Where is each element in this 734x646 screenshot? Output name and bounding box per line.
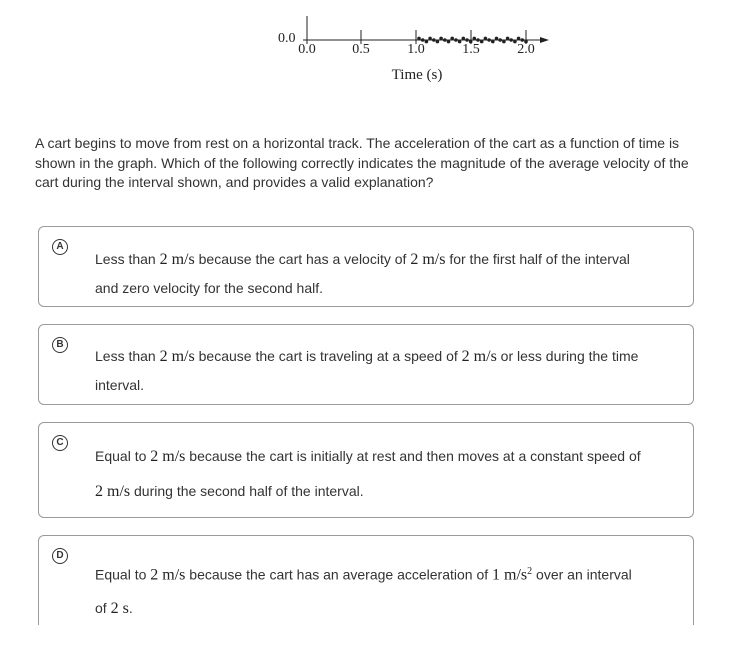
choice-b[interactable] xyxy=(38,324,694,405)
text-segment: because the cart has an average acceleration of xyxy=(185,566,493,583)
data-point xyxy=(513,40,517,44)
y-tick-label: 0.0 xyxy=(278,31,296,46)
data-point xyxy=(450,37,454,41)
math-value: 2 m/s xyxy=(159,348,195,365)
choice-d[interactable] xyxy=(38,535,694,625)
data-point xyxy=(517,37,521,41)
x-axis-title: Time (s) xyxy=(391,67,443,83)
choice-letter: B xyxy=(52,337,68,353)
x-tick-label: 2.0 xyxy=(517,42,535,57)
text-segment: during the second half of the interval. xyxy=(130,483,364,499)
data-point xyxy=(498,38,502,42)
text-segment: Less than xyxy=(95,348,160,364)
data-point xyxy=(417,37,421,41)
data-point xyxy=(432,38,436,42)
math-value: 2 m/s xyxy=(95,483,131,500)
text-segment: and zero velocity for the second half. xyxy=(95,280,324,296)
data-point xyxy=(473,37,477,41)
data-point xyxy=(462,37,466,41)
data-point xyxy=(436,40,440,44)
choice-text xyxy=(95,245,657,302)
data-point xyxy=(502,40,506,44)
x-tick-label: 0.0 xyxy=(298,42,316,57)
math-value: 2 m/s xyxy=(410,251,446,268)
choice-a[interactable] xyxy=(38,226,694,307)
data-point xyxy=(491,40,495,44)
acceleration-graph xyxy=(270,10,570,90)
text-segment: over an interval xyxy=(532,566,632,583)
choice-text xyxy=(95,342,657,399)
data-point xyxy=(443,38,447,42)
data-point xyxy=(495,37,499,41)
math-value: 1 m/s xyxy=(492,566,528,584)
math-value: 2 m/s xyxy=(159,251,195,268)
math-value: 2 s xyxy=(110,599,129,617)
text-segment: interval. xyxy=(95,377,145,393)
data-point xyxy=(428,37,432,41)
data-point xyxy=(487,38,491,42)
choice-text xyxy=(95,555,657,625)
text-segment: Equal to xyxy=(95,448,151,464)
text-segment: because the cart is traveling at a speed of xyxy=(194,348,462,364)
question-text: A cart begins to move from rest on a horizontal track. The acceleration of the cart as a function of time is shown in the graph. Which of the following correctly indicates the magnitude of the average velocity of the cart during the interval shown, and provides a valid explanation? xyxy=(35,135,689,190)
choice-letter: D xyxy=(52,548,68,564)
data-point xyxy=(454,38,458,42)
axis-arrow-icon xyxy=(540,37,549,43)
text-segment: of xyxy=(95,599,111,616)
x-tick-label: 1.0 xyxy=(407,42,425,57)
text-segment: or less during the time xyxy=(496,348,639,364)
data-point xyxy=(425,40,429,44)
data-point xyxy=(458,40,462,44)
text-segment: . xyxy=(128,599,133,616)
text-segment: Less than xyxy=(95,251,160,267)
data-point xyxy=(484,37,488,41)
text-segment: Equal to xyxy=(95,566,151,583)
choice-text xyxy=(95,439,657,509)
data-point xyxy=(506,37,510,41)
math-value: 2 m/s xyxy=(461,348,497,365)
data-point xyxy=(480,40,484,44)
x-tick-label: 1.5 xyxy=(462,42,480,57)
math-value: 2 m/s xyxy=(150,448,186,465)
data-point xyxy=(439,37,443,41)
choice-c[interactable] xyxy=(38,422,694,518)
text-segment: because the cart has a velocity of xyxy=(194,251,411,267)
choice-letter: C xyxy=(52,435,68,451)
text-segment: because the cart is initially at rest and then moves at a constant speed of xyxy=(185,448,641,464)
math-value: 2 m/s xyxy=(150,566,186,584)
choice-letter: A xyxy=(52,239,68,255)
data-point xyxy=(447,40,451,44)
data-point xyxy=(509,38,513,42)
exponent: 2 xyxy=(527,566,533,577)
text-segment: for the first half of the interval xyxy=(445,251,630,267)
x-tick-label: 0.5 xyxy=(352,42,370,57)
